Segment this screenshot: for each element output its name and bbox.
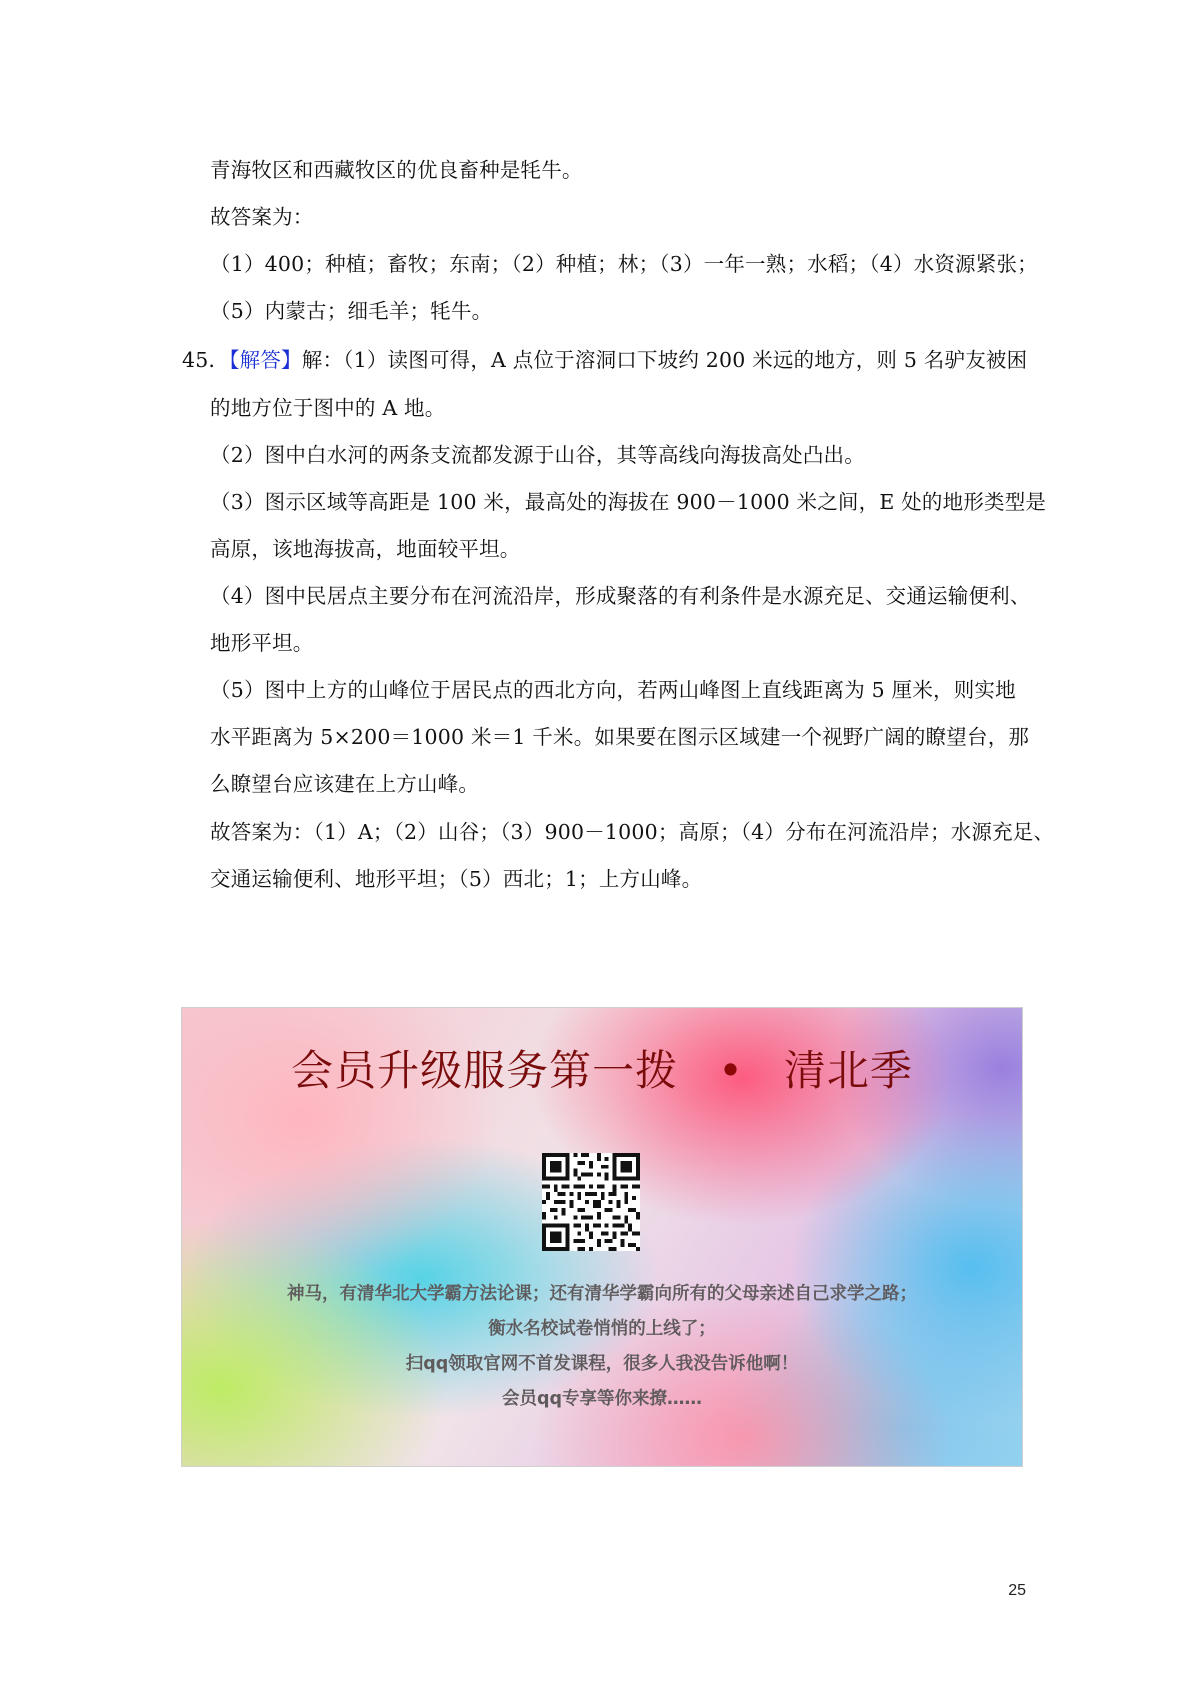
text-line: 故答案为：（1）A；（2）山谷；（3）900－1000；高原；（4）分布在河流沿岸；水源充足、 [210,820,1055,844]
text-line: （5）内蒙古；细毛羊；牦牛。 [210,299,493,323]
banner-line: 扫qq领取官网不首发课程，很多人我没告诉他啊！ [405,1354,799,1374]
text-line: 水平距离为 5×200＝1000 米＝1 千米。如果要在图示区域建一个视野广阔的瞭望台，那 [210,725,1030,749]
promo-banner[interactable] [181,1007,1023,1467]
text-line: （3）图示区域等高距是 100 米，最高处的海拔在 900－1000 米之间，E 处的地形类型是 [210,490,1047,514]
question-45-first-line [182,346,1027,374]
text-line: （2）图中白水河的两条支流都发源于山谷，其等高线向海拔高处凸出。 [210,443,865,467]
question-number: 45． [182,348,230,372]
text-line: （1）400；种植；畜牧；东南；（2）种植；林；（3）一年一熟；水稻；（4）水资源紧张； [210,252,1038,276]
text-line: （5）图中上方的山峰位于居民点的西北方向，若两山峰图上直线距离为 5 厘米，则实地 [210,678,1016,702]
text-line: 地形平坦。 [210,631,314,655]
text-line: 的地方位于图中的 A 地。 [210,396,446,420]
text-line: 青海牧区和西藏牧区的优良畜种是牦牛。 [210,158,583,182]
text-line: 高原，该地海拔高，地面较平坦。 [210,537,521,561]
banner-title-main: 会员升级服务第一拨 [291,1046,679,1095]
text-line: 么瞭望台应该建在上方山峰。 [210,772,480,796]
banner-title-dot: • [718,1046,744,1095]
text-line: 解：（1）读图可得，A 点位于溶洞口下坡约 200 米远的地方，则 5 名驴友被困 [301,348,1028,372]
text-line: 故答案为： [210,205,314,229]
banner-line: 会员qq专享等你来撩…… [501,1389,703,1409]
answer-tag: 【解答】 [229,348,302,372]
text-line: （4）图中民居点主要分布在河流沿岸，形成聚落的有利条件是水源充足、交通运输便利、 [210,584,1031,608]
banner-title-season: 清北季 [783,1046,913,1095]
banner-title [182,1038,1022,1098]
banner-line: 神马，有清华北大学霸方法论课；还有清华学霸向所有的父母亲述自己求学之路； [287,1284,917,1304]
qr-code-icon[interactable] [542,1153,640,1251]
text-line: 交通运输便利、地形平坦；（5）西北；1；上方山峰。 [210,867,703,891]
page-number: 25 [1008,1582,1026,1599]
banner-line: 衡水名校试卷悄悄的上线了； [488,1319,716,1339]
